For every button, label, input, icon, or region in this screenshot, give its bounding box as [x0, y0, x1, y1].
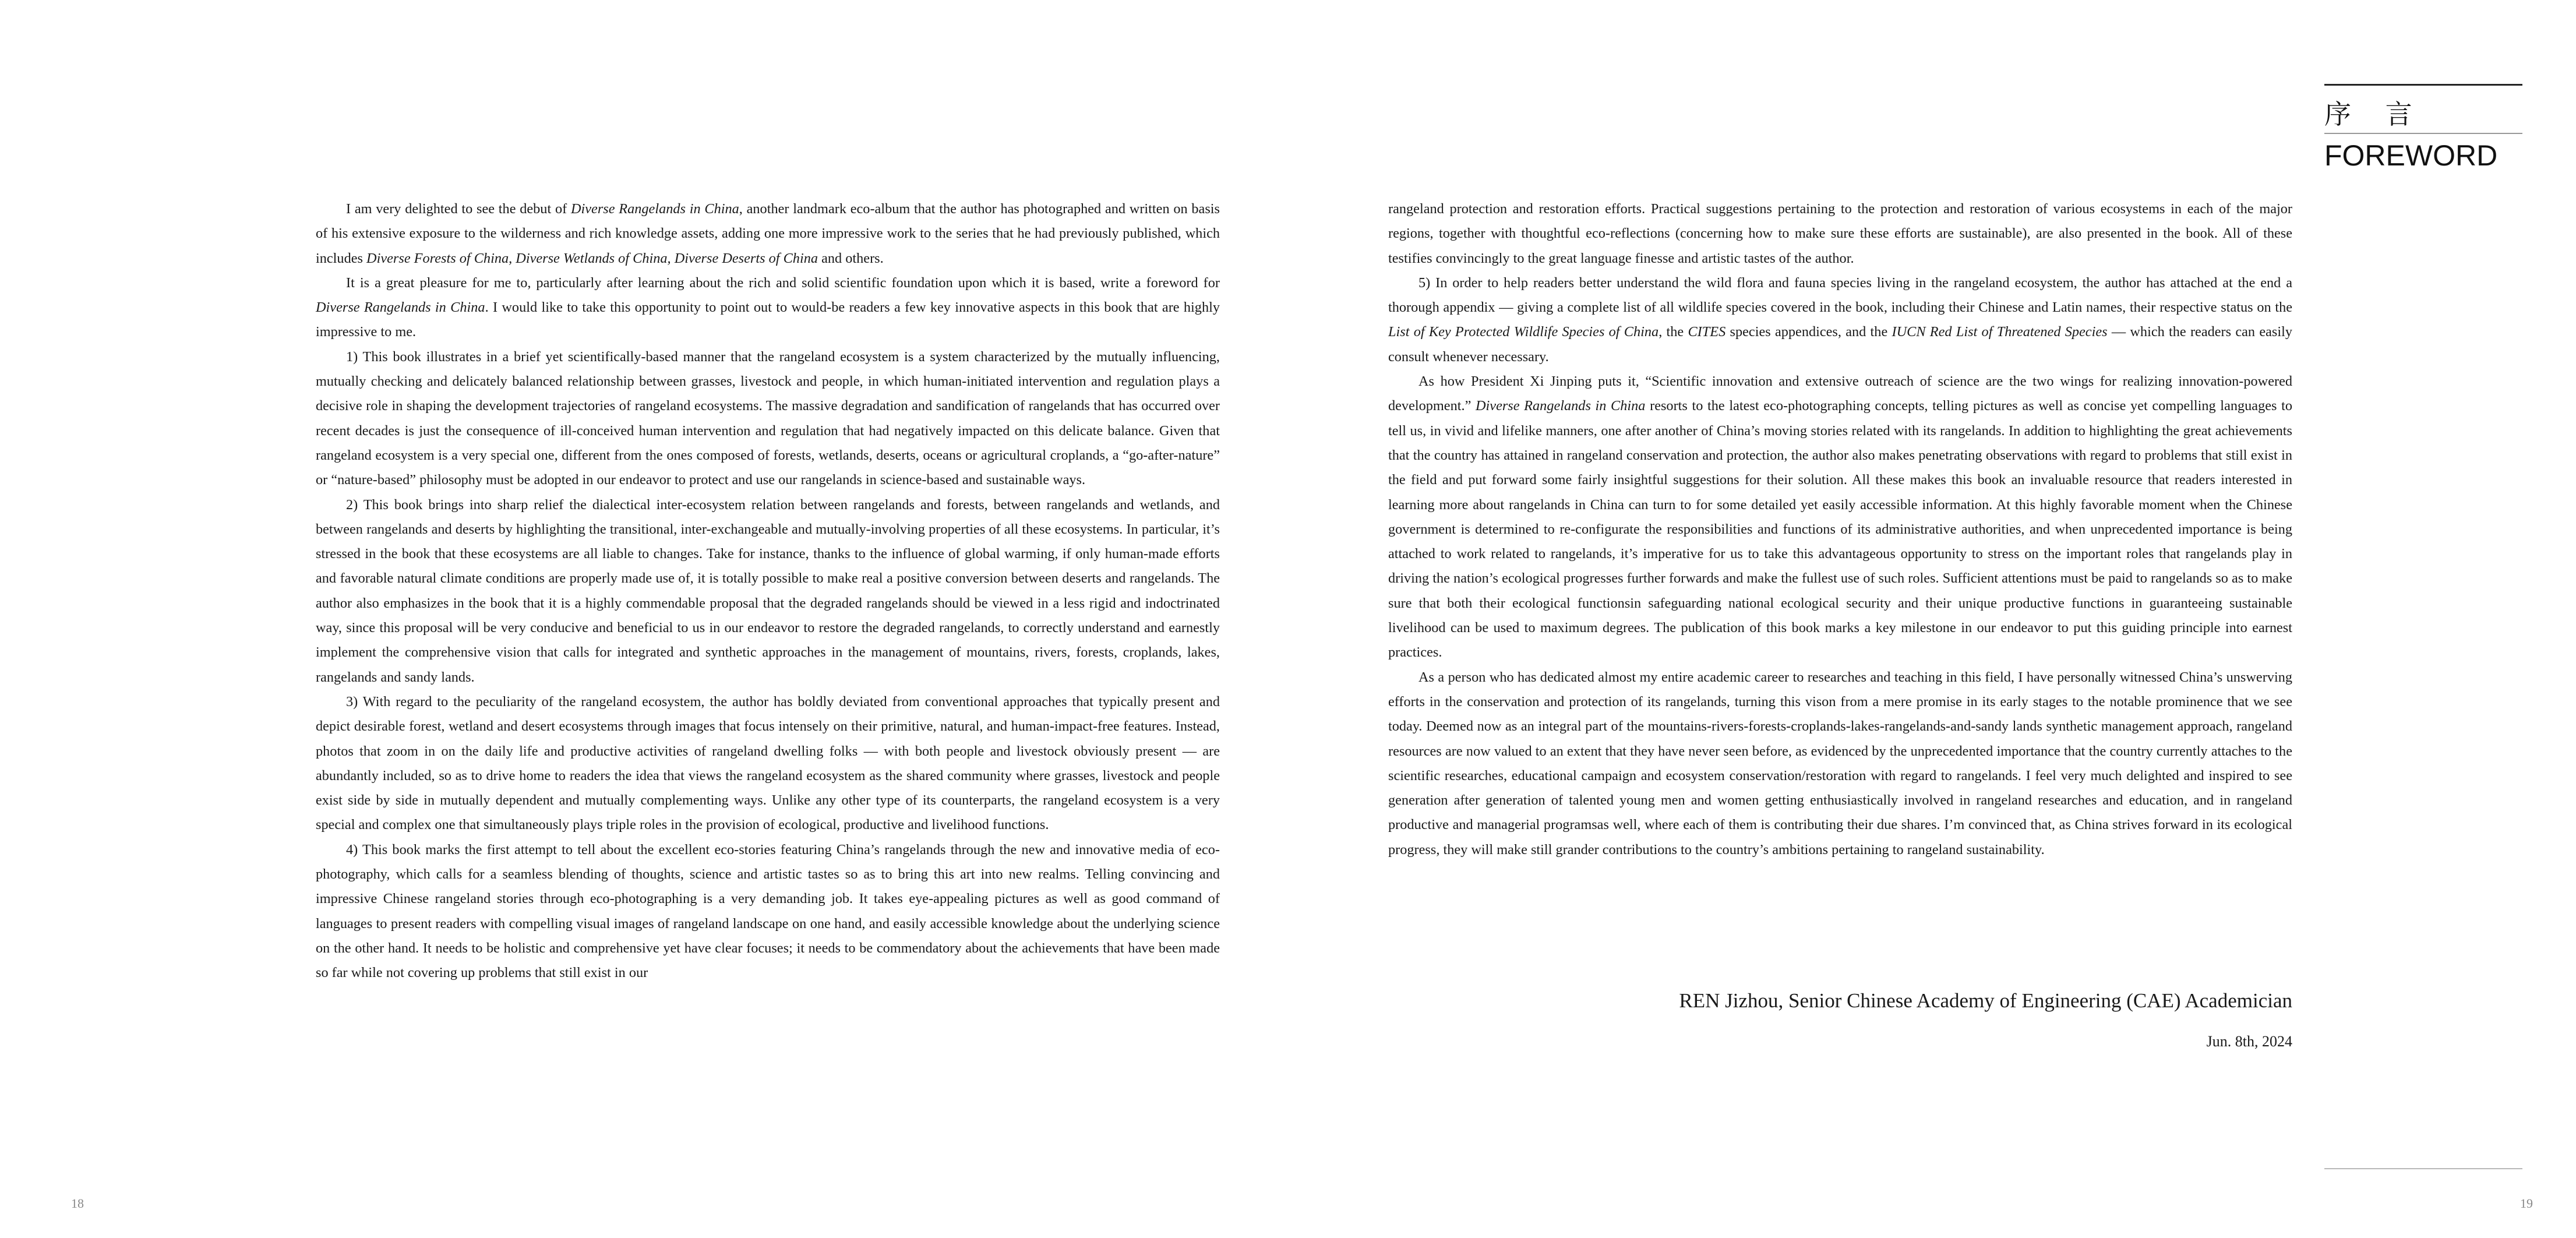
- chinese-title: 序 言: [2324, 98, 2425, 130]
- signature-date: Jun. 8th, 2024: [2206, 1033, 2292, 1050]
- paragraph-closing: As a person who has dedicated almost my entire academic career to researches and teaching in this field, I have personally witnessed China’s unswerving efforts in the conservation and protection of its rangelands, turning this vison from a mere promise in its early stages to the notable prominence that we see today. Deemed now as an integral part of the mountains-rivers-forests-croplands-lakes-rangelands-and-sandy lands synthetic management approach, rangeland resources are now valued to an extent that they have never seen before, as evidenced by the unprecedented importance that the country currently attaches to the scientific researches, educational campaign and ecosystem conservation/restoration with regard to rangelands. I feel very much delighted and inspired to see generation after generation of talented young men and women getting enthusiastically involved in rangeland researches and education, and in rangeland productive and managerial programsas well, where each of them is contributing their due shares. I’m convinced that, as China strives forward in its ecological progress, they will make still grander contributions to the country’s ambitions pertaining to rangeland sustainability.: [1388, 669, 2292, 858]
- paragraph-foreword-purpose: It is a great pleasure for me to, particularly after learning about the rich and solid scientific foundation upon which it is based, write a foreword for Diverse Rangelands in China. I would like to take this opportunity to point out to would-be readers a few key innovative aspects in this book that are highly impressive to me.: [316, 274, 1220, 340]
- paragraph-point-3: 3) With regard to the peculiarity of the rangeland ecosystem, the author has boldly deviated from conventional approaches that typically present and depict desirable forest, wetland and desert ecosystems through images that focus intensely on their primitive, natural, and human-impact-free features. Instead, photos that zoom in on the daily life and productive activities of rangeland dwelling folks — with both people and livestock obviously present — are abundantly included, so as to drive home to readers the idea that views the rangeland ecosystem as the shared community where grasses, livestock and people exist side by side in mutually dependent and mutually complementing ways. Unlike any other type of its counterparts, the rangeland ecosystem is a very special and complex one that simultaneously plays triple roles in the provision of ecological, productive and livelihood functions.: [316, 693, 1220, 833]
- paragraph-point-4-continued: rangeland protection and restoration efforts. Practical suggestions pertaining to the protection and restoration of various ecosystems in each of the major regions, together with thoughtful eco-reflections (concerning how to make sure these efforts are sustainable), are also presented in the book. All of these testifies convincingly to the great language finesse and artistic tastes of the author.: [1388, 201, 2292, 266]
- paragraph-point-2: 2) This book brings into sharp relief the dialectical inter-ecosystem relation between rangelands and forests, between rangelands and wetlands, and between rangelands and deserts by highlighting the transitional, inter-exchangeable and mutually-involving properties of all these ecosystems. In particular, it’s stressed in the book that these ecosystems are all liable to changes. Take for instance, thanks to the influence of global warming, if only human-made efforts and favorable natural climate conditions are properly made use of, it is totally possible to make real a positive conversion between deserts and rangelands. The author also emphasizes in the book that it is a highly commendable proposal that the degraded rangelands should be viewed in a less rigid and indoctrinated way, since this proposal will be very conducive and beneficial to us in our endeavor to restore the degraded rangelands, to correctly understand and earnestly implement the comprehensive vision that calls for integrated and synthetic approaches in the management of mountains, rivers, forests, croplands, lakes, rangelands and sandy lands.: [316, 496, 1220, 685]
- paragraph-point-5: 5) In order to help readers better understand the wild flora and fauna species living in the rangeland ecosystem, the author has attached at the end a thorough appendix — giving a complete list of all wildlife species covered in the book, including their Chinese and Latin names, their respective status on the List of Key Protected Wildlife Species of China, the CITES species appendices, and the IUCN Red List of Threatened Species — which the readers can easily consult whenever necessary.: [1388, 274, 2292, 365]
- page-title: FOREWORD: [2324, 139, 2498, 172]
- paragraph-point-1: 1) This book illustrates in a brief yet scientifically-based manner that the rangeland ecosystem is a system characterized by the mutually influencing, mutually checking and delicately balanced relationship between grasses, livestock and people, in which human-initiated intervention and regulation plays a decisive role in shaping the development trajectories of rangeland ecosystems. The massive degradation and sandification of rangelands that has occurred over recent decades is just the consequence of ill-conceived human intervention and regulation that had negatively impacted on this delicate balance. Given that rangeland ecosystem is a very special one, different from the ones composed of forests, wetlands, deserts, oceans or agricultural croplands, a “go-after-nature” or “nature-based” philosophy must be adopted in our endeavor to protect and use our rangelands in science-based and sustainable ways.: [316, 348, 1220, 488]
- signature-name: REN Jizhou, Senior Chinese Academy of Engineering (CAE) Academician: [1679, 989, 2292, 1012]
- title-top-rule: [2324, 84, 2522, 86]
- bottom-rule: [2324, 1168, 2522, 1169]
- paragraph-point-4: 4) This book marks the first attempt to tell about the excellent eco-stories featuring China’s rangelands through the new and innovative media of eco-photography, which calls for a seamless blending of thoughts, science and artistic tastes so as to bring this art into new realms. Telling convincing and impressive Chinese rangeland stories through eco-photographing is a very demanding job. It takes eye-appealing pictures as well as good command of languages to present readers with compelling visual images of rangeland landscape on one hand, and easily accessible knowledge about the underlying science on the other hand. It needs to be holistic and comprehensive yet have clear focuses; it needs to be commendatory about the achievements that have been made so far while not covering up problems that still exist in our: [316, 841, 1220, 981]
- paragraph-xi-quote: As how President Xi Jinping puts it, “Scientific innovation and extensive outreach of science are the two wings for realizing innovation-powered development.” Diverse Rangelands in China resorts to the latest eco-photographing concepts, telling pictures as well as concise yet compelling languages to tell us, in vivid and lifelike manners, one after another of China’s moving stories related with its rangelands. In addition to highlighting the great achievements that the country has attained in rangeland conservation and protection, the author also makes penetrating observations with regard to problems that still exist in the field and put forward some fairly insightful suggestions for their solution. All these makes this book an invaluable resource that readers interested in learning more about rangelands in China can turn to for some detailed yet easily accessible information. At this highly favorable moment when the Chinese government is determined to re-configurate the responsibilities and functions of its administrative authorities, and when unprecedented importance is being attached to work related to rangelands, it’s imperative for us to take this advantageous opportunity to stress on the important roles that rangelands play in driving the nation’s ecological progresses further forwards and make the fullest use of such roles. Sufficient attentions must be paid to rangelands so as to make sure that both their ecological functionsin safeguarding national ecological security and their unique productive functions in guaranteeing sustainable livelihood can be used to maximum degrees. The publication of this book marks a key milestone in our endeavor to put this guiding principle into earnest practices.: [1388, 373, 2292, 661]
- page-number-right: 19: [2520, 1196, 2533, 1211]
- right-text-column: [1388, 197, 2292, 862]
- paragraph-intro: I am very delighted to see the debut of Diverse Rangelands in China, another landmark eco-album that the author has photographed and written on basis of his extensive exposure to the wilderness and rich knowledge assets, adding one more impressive work to the series that he had previously published, which includes Diverse Forests of China, Diverse Wetlands of China, Diverse Deserts of China and others.: [316, 201, 1220, 266]
- left-text-column: [316, 197, 1220, 986]
- title-middle-rule: [2324, 133, 2522, 134]
- page-number-left: 18: [71, 1196, 84, 1211]
